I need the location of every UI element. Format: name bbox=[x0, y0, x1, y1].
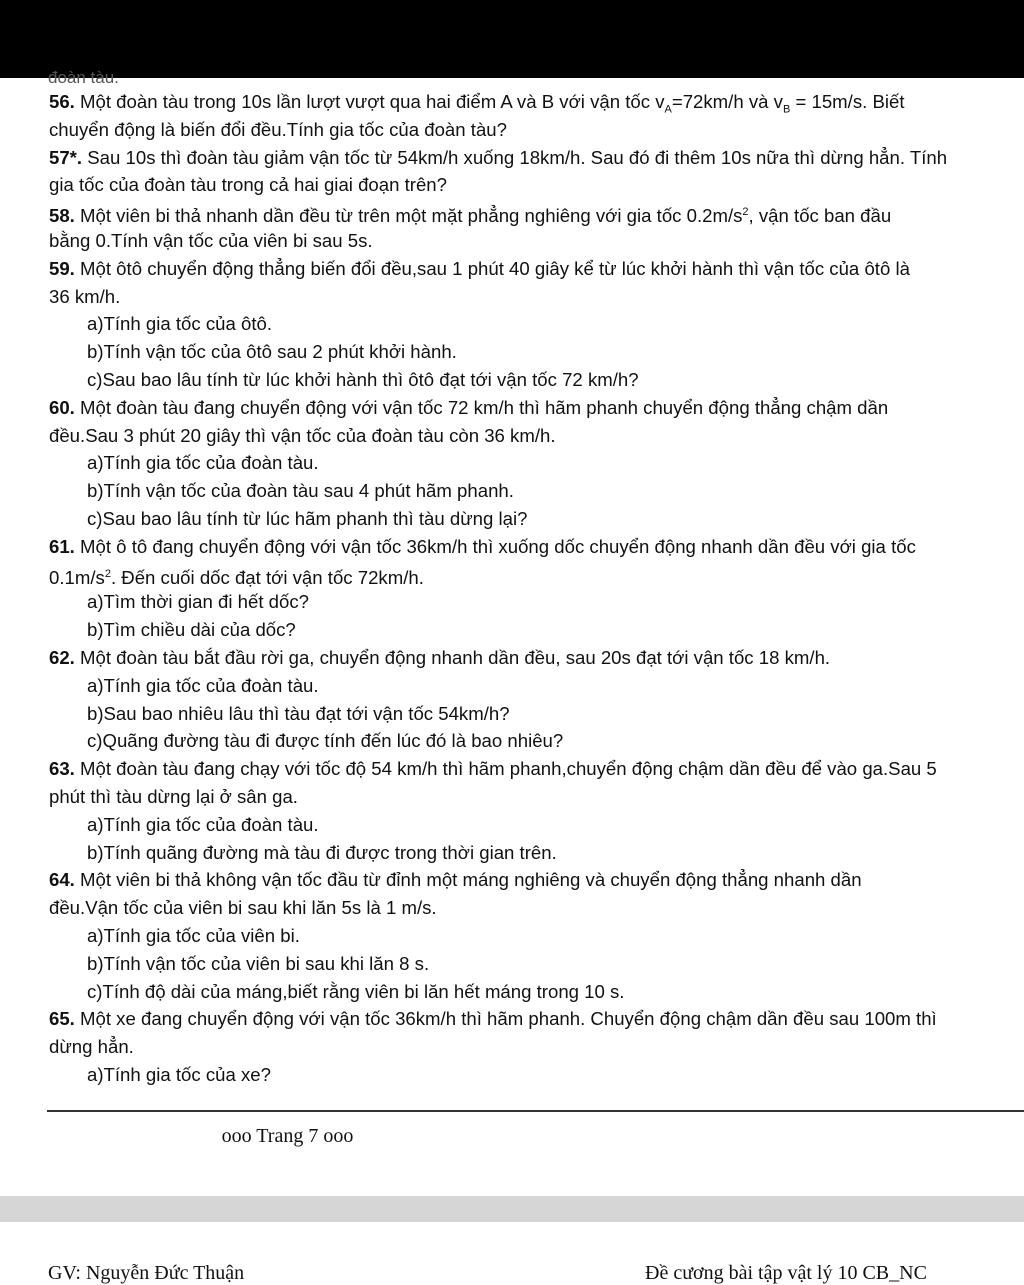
problem-65-line-1: 65. Một xe đang chuyển động với vận tốc 36km/h thì hãm phanh. Chuyển động chậm dần đều sau 100m thì bbox=[49, 1008, 937, 1030]
problem-65-number: 65. bbox=[49, 1008, 75, 1030]
top-black-bar bbox=[0, 0, 1024, 78]
problem-64-part-b: b)Tính vận tốc của viên bi sau khi lăn 8 s. bbox=[87, 952, 430, 974]
problem-56-line-1: 56. Một đoàn tàu trong 10s lần lượt vượt qua hai điểm A và B với vận tốc $v_A=72km/h$ và $v_B = 15m/s$. Biết bbox=[49, 91, 905, 116]
problem-64-part-a: a)Tính gia tốc của viên bi. bbox=[87, 924, 300, 946]
problem-60-line-1: 60. Một đoàn tàu đang chuyển động với vận tốc 72 km/h thì hãm phanh chuyển động thẳng chậm dần bbox=[49, 396, 889, 418]
problem-61-part-b: b)Tìm chiều dài của dốc? bbox=[87, 619, 296, 641]
problem-60-number: 60. bbox=[49, 396, 75, 418]
problem-64-line-2: đều.Vận tốc của viên bi sau khi lăn 5s là 1 m/s. bbox=[49, 897, 437, 919]
problem-63-part-a: a)Tính gia tốc của đoàn tàu. bbox=[87, 813, 319, 835]
problem-60-part-b: b)Tính vận tốc của đoàn tàu sau 4 phút hãm phanh. bbox=[87, 480, 514, 502]
problem-58-number: 58. bbox=[49, 205, 75, 227]
subscript-a: A bbox=[664, 103, 672, 116]
footer-title: Đề cương bài tập vật lý 10 CB_NC bbox=[645, 1262, 927, 1284]
problem-64-number: 64. bbox=[49, 869, 75, 891]
superscript-2: 2 bbox=[742, 206, 749, 219]
problem-63-line-2: phút thì tàu dừng lại ở sân ga. bbox=[49, 785, 298, 807]
problem-62-line-1: 62. Một đoàn tàu bắt đầu rời ga, chuyển động nhanh dần đều, sau 20s đạt tới vận tốc 18 km/h. bbox=[49, 646, 831, 668]
footer-teacher: GV: Nguyễn Đức Thuận bbox=[48, 1262, 245, 1284]
problem-57-line-2: gia tốc của đoàn tàu trong cả hai giai đoạn trên? bbox=[49, 174, 447, 196]
problem-65-part-a: a)Tính gia tốc của xe? bbox=[87, 1063, 271, 1085]
problem-61-number: 61. bbox=[49, 535, 75, 557]
problem-62-part-b: b)Sau bao nhiêu lâu thì tàu đạt tới vận tốc 54km/h? bbox=[87, 702, 510, 724]
problem-59-part-a: a)Tính gia tốc của ôtô. bbox=[87, 313, 273, 335]
problem-60-line-2: đều.Sau 3 phút 20 giây thì vận tốc của đoàn tàu còn 36 km/h. bbox=[49, 424, 556, 446]
problem-65-line-2: dừng hẳn. bbox=[49, 1036, 134, 1058]
problem-62-part-a: a)Tính gia tốc của đoàn tàu. bbox=[87, 674, 319, 696]
problem-61-line-2: $0.1m/s^2$. Đến cuối dốc đạt tới vận tốc 72km/h. bbox=[49, 566, 424, 588]
problem-56-line-2: chuyển động là biến đổi đều.Tính gia tốc của đoàn tàu? bbox=[49, 118, 507, 140]
problem-60-part-a: a)Tính gia tốc của đoàn tàu. bbox=[87, 452, 319, 474]
problem-64-part-c: c)Tính độ dài của máng,biết rằng viên bi lăn hết máng trong 10 s. bbox=[87, 980, 625, 1002]
problem-62-number: 62. bbox=[49, 646, 75, 668]
problem-58-line-1: 58. Một viên bi thả nhanh dần đều từ trên một mặt phẳng nghiêng với gia tốc $0.2m/s^2$, vận tốc ban đầu bbox=[49, 205, 892, 227]
problem-list bbox=[49, 88, 1024, 1089]
problem-61-part-a: a)Tìm thời gian đi hết dốc? bbox=[87, 591, 309, 613]
problem-59-part-b: b)Tính vận tốc của ôtô sau 2 phút khởi hành. bbox=[87, 341, 457, 363]
page-gap-band bbox=[0, 1196, 1024, 1222]
problem-63-part-b: b)Tính quãng đường mà tàu đi được trong thời gian trên. bbox=[87, 841, 557, 863]
problem-62-part-c: c)Quãng đường tàu đi được tính đến lúc đó là bao nhiêu? bbox=[87, 730, 564, 752]
problem-59-line-2: 36 km/h. bbox=[49, 285, 121, 307]
problem-59-number: 59. bbox=[49, 257, 75, 279]
superscript-2: 2 bbox=[104, 567, 111, 580]
page-number: ooo Trang 7 ooo bbox=[221, 1125, 354, 1147]
problem-57-line-1: 57*. Sau 10s thì đoàn tàu giảm vận tốc từ 54km/h xuống 18km/h. Sau đó đi thêm 10s nữa thì dừng hẳn. Tính bbox=[49, 146, 948, 168]
subscript-b: B bbox=[782, 103, 791, 116]
problem-63-line-1: 63. Một đoàn tàu đang chạy với tốc độ 54 km/h thì hãm phanh,chuyển động chậm dần đều để vào ga.Sau 5 bbox=[49, 758, 937, 780]
problem-59-part-c: c)Sau bao lâu tính từ lúc khởi hành thì ôtô đạt tới vận tốc 72 km/h? bbox=[87, 368, 639, 390]
problem-56-number: 56. bbox=[49, 91, 75, 112]
problem-63-number: 63. bbox=[49, 758, 75, 780]
page-divider bbox=[47, 1110, 1024, 1112]
cutoff-previous-text: đoàn tàu. bbox=[48, 68, 119, 87]
problem-61-line-1: 61. Một ô tô đang chuyển động với vận tốc 36km/h thì xuống dốc chuyển động nhanh dần đều với gia tốc bbox=[49, 535, 916, 557]
problem-64-line-1: 64. Một viên bi thả không vận tốc đầu từ đỉnh một máng nghiêng và chuyển động thẳng nhanh dần bbox=[49, 869, 862, 891]
problem-60-part-c: c)Sau bao lâu tính từ lúc hãm phanh thì tàu dừng lại? bbox=[87, 507, 528, 529]
problem-59-line-1: 59. Một ôtô chuyển động thẳng biến đổi đều,sau 1 phút 40 giây kể từ lúc khởi hành thì vận tốc của ôtô là bbox=[49, 257, 910, 279]
problem-58-line-2: bằng 0.Tính vận tốc của viên bi sau 5s. bbox=[49, 229, 373, 251]
problem-57-number: 57*. bbox=[49, 146, 83, 168]
